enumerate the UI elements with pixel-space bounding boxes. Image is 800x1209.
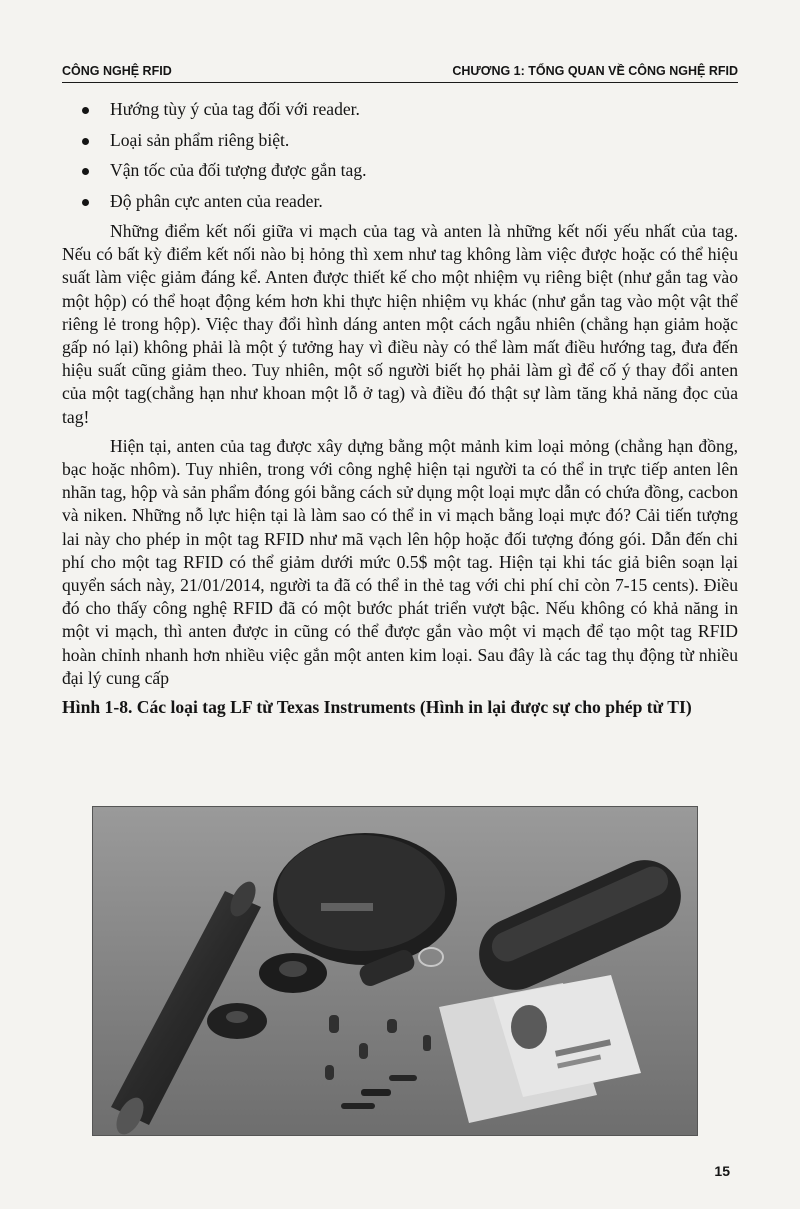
- list-item: [62, 98, 738, 121]
- bullet-text: Hướng tùy ý của tag đối với reader.: [110, 99, 360, 119]
- running-header: [62, 58, 738, 83]
- header-book-title: CÔNG NGHỆ RFID: [62, 64, 172, 78]
- page-body: [62, 98, 738, 719]
- list-item: [62, 190, 738, 213]
- bullet-list: [62, 98, 738, 213]
- bullet-icon: [82, 168, 89, 175]
- disc-tag: [273, 833, 457, 965]
- bullet-icon: [82, 107, 89, 114]
- list-item: [62, 159, 738, 182]
- figure-caption: Hình 1-8. Các loại tag LF từ Texas Instruments (Hình in lại được sự cho phép từ TI): [62, 697, 692, 718]
- bullet-text: Độ phân cực anten của reader.: [110, 190, 323, 211]
- bullet-text: Vận tốc của đối tượng được gắn tag.: [110, 160, 367, 180]
- bullet-icon: [82, 138, 89, 145]
- bullet-text: Loại sản phẩm riêng biệt.: [110, 129, 290, 150]
- tags-photo-illustration: [93, 807, 697, 1135]
- paragraph-printed-antenna: Hiện tại, anten của tag được xây dựng bằng một mảnh kim loại mỏng (chẳng hạn đồng, bạc hoặc nhôm). Tuy nhiên, trong với công nghệ hiện tại người ta có thể in trực tiếp anten lên nhãn tag, hộp và sản phẩm đóng gói bằng cách sử dụng một loại mực dẫn có chứa đồng, cacbon và niken. Những nỗ lực hiện tại là làm sao có thể in vi mạch bằng loại mực đó? Cải tiến tượng lai này cho phép in một tag RFID như mã vạch lên hộp hoặc đối tượng đóng gói. Dẫn đến chi phí cho một tag RFID có thể giảm dưới mức 0.5$ một tag. Hiện tại khi tác giả biên soạn lại quyển sách này, 21/01/2014, người ta đã có thể in thẻ tag với chi phí chỉ còn 7-15 cents). Điều đó cho thấy công nghệ RFID đã có một bước phát triển vượt bậc. Nếu không có khả năng in một vi mạch, thì anten được in cũng có thể được gắn vào một vi mạch để tạo một tag RFID hoàn chỉnh nhanh hơn nhiều việc gắn một anten kim loại. Sau đây là các tag thụ động từ nhiều đại lý cung cấp: [62, 435, 738, 688]
- bullet-icon: [82, 199, 89, 206]
- header-chapter-title: CHƯƠNG 1: TỔNG QUAN VỀ CÔNG NGHỆ RFID: [452, 64, 738, 78]
- figure-photo-lf-tags: [92, 806, 698, 1136]
- page-number: 15: [714, 1163, 730, 1179]
- list-item: [62, 129, 738, 152]
- paragraph-connection-points: Những điểm kết nối giữa vi mạch của tag và anten là những kết nối yếu nhất của tag. Nếu có bất kỳ điểm kết nối nào bị hỏng thì xem như tag không làm việc được hoặc có thể hiệu suất làm việc giảm đáng kể. Anten được thiết kế cho một nhiệm vụ riêng biệt (như gắn tag vào một hộp) có thể hoạt động kém hơn khi thực hiện nhiệm vụ khác (như gắn tag vào một vật thể riêng lẻ trong hộp). Việc thay đổi hình dáng anten một cách ngẫu nhiên (chẳng hạn giảm hoặc gấp nó lại) không phải là một ý tưởng hay vì điều này có thể làm mất điều hướng tag, đưa đến hiệu suất cũng giảm theo. Tuy nhiên, một số người biết họ phải làm gì để cố ý thay đổi anten của một tag(chẳng hạn như khoan một lỗ ở tag) và điều đó thật sự làm tăng khả năng đọc của tag!: [62, 221, 738, 427]
